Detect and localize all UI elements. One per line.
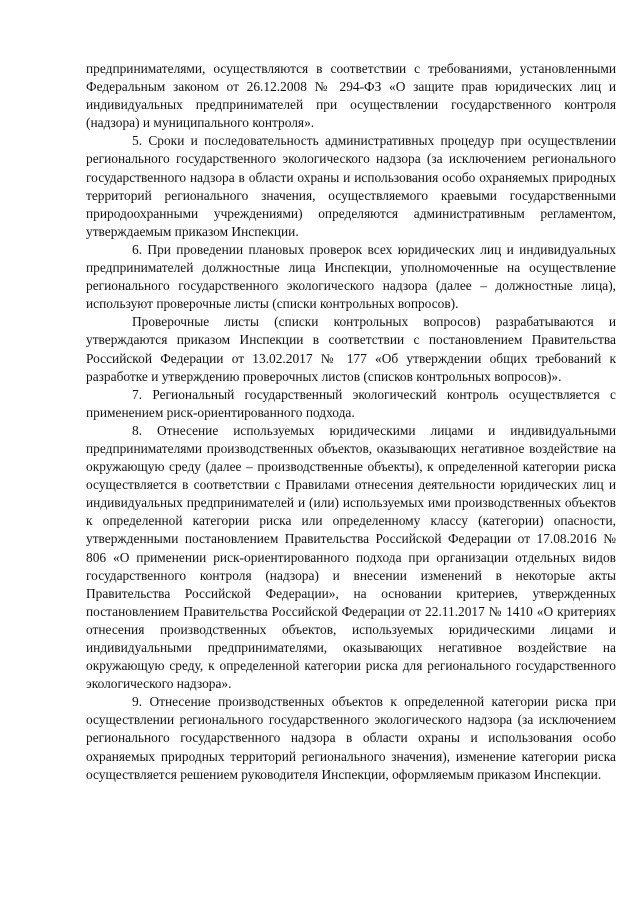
paragraph-item-9: 9. Отнесение производственных объектов к определенной категории риска при осуществлении регионального государственного экологического надзора (за исключением регионального государственного надзора в области охраны и использования особо охраняемых природных территорий регионального значения), изменение категории риска осуществляется решением руководителя Инспекции, оформляемым приказом Инспекции. xyxy=(86,694,616,782)
paragraph-continuation: предпринимателями, осуществляются в соответствии с требованиями, установленными Федеральным законом от 26.12.2008 № 294-ФЗ «О защите прав юридических лиц и индивидуальных предпринимателей при осуществлении государственного контроля (надзора) и муниципального контроля». xyxy=(86,61,616,131)
document-body xyxy=(86,60,616,784)
paragraph-item-6-checklists: Проверочные листы (списки контрольных вопросов) разрабатываются и утверждаются приказом Инспекции в соответствии с постановлением Правительства Российской Федерации от 13.02.2017 № 177 «Об утверждении общих требований к разработке и утверждению проверочных листов (списков контрольных вопросов)». xyxy=(86,314,616,384)
paragraph-item-7: 7. Региональный государственный экологический контроль осуществляется с применением риск-ориентированного подхода. xyxy=(86,386,616,420)
paragraph-item-6: 6. При проведении плановых проверок всех юридических лиц и индивидуальных предпринимателей должностные лица Инспекции, уполномоченные на осуществление регионального государственного экологического надзора (далее – должностные лица), используют проверочные листы (списки контрольных вопросов). xyxy=(86,241,616,312)
paragraph-item-8: 8. Отнесение используемых юридическими лицами и индивидуальными предпринимателями производственных объектов, оказывающих негативное воздействие на окружающую среду (далее – производственные объекты), к определенной категории риска осуществляется в соответствии с Правилами отнесения деятельности юридических лиц и индивидуальных предпринимателей и (или) используемых ими производственных объектов к определенной категории риска или определенному классу (категории) опасности, утвержденными постановлением Правительства Российской Федерации от 17.08.2016 № 806 «О применении риск-ориентированного подхода при организации отдельных видов государственного контроля (надзора) и внесении изменений в некоторые акты Правительства Российской Федерации», на основании критериев, утвержденных постановлением Правительства Российской Федерации от 22.11.2017 № 1410 «О критериях отнесения производственных объектов, используемых юридическими лицами и индивидуальными предпринимателями, оказывающих негативное воздействие на окружающую среду, к определенной категории риска для регионального государственного экологического надзора». xyxy=(86,422,616,692)
paragraph-item-5: 5. Сроки и последовательность административных процедур при осуществлении регионального государственного экологического надзора (за исключением регионального государственного надзора в области охраны и использования особо охраняемых природных территорий регионального значения, осуществляемого краевыми государственными природоохранными учреждениями) определяются административным регламентом, утверждаемым приказом Инспекции. xyxy=(86,133,616,239)
